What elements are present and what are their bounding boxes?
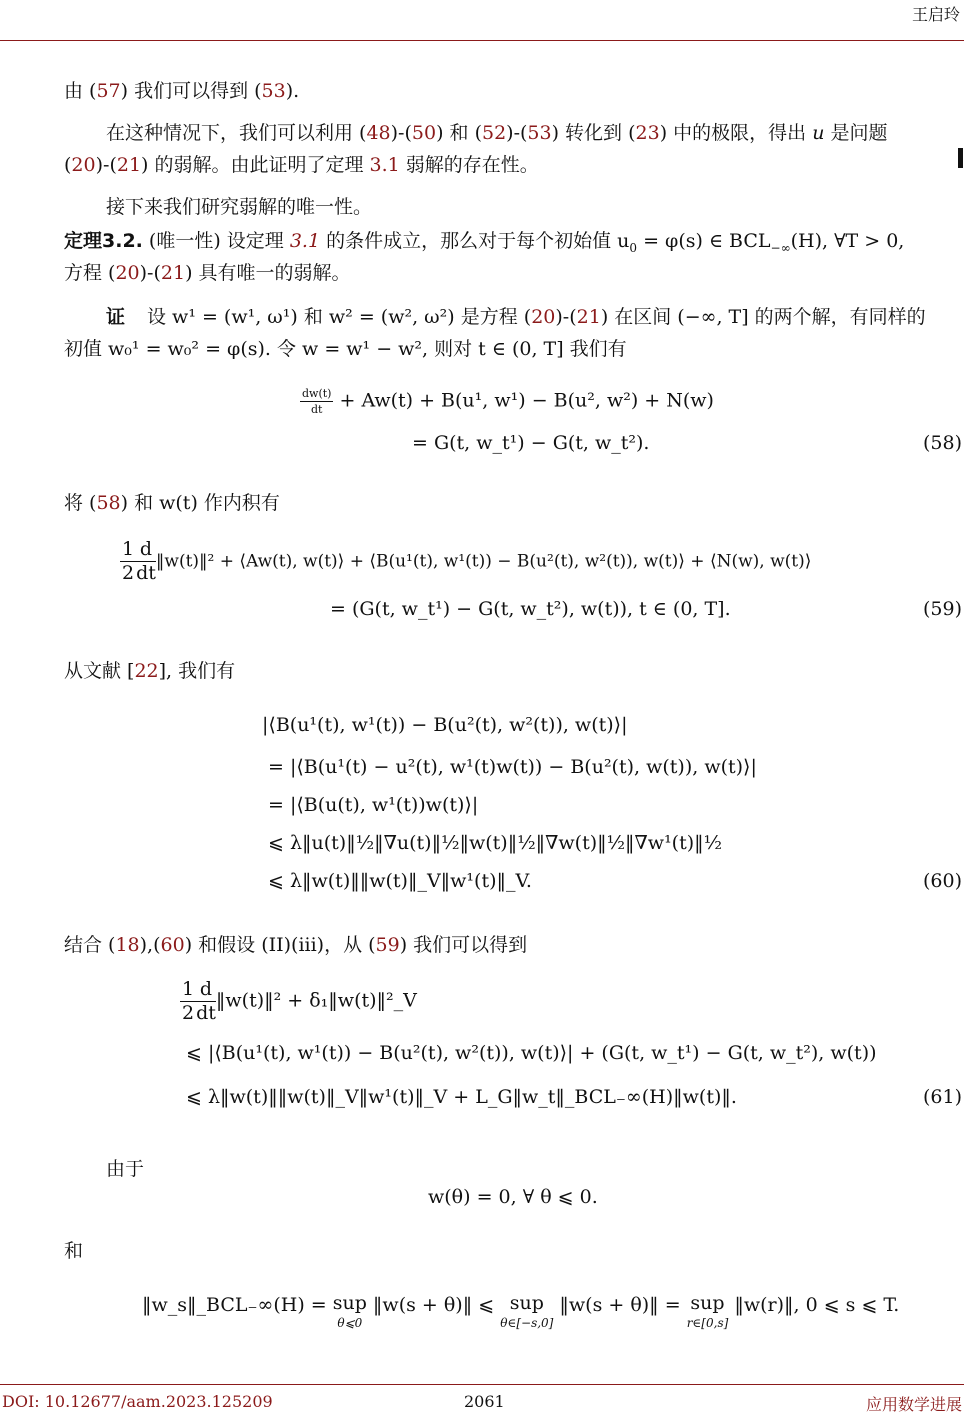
text: ) 中的极限，得出 [659,122,813,144]
equation-60-line-1: |⟨B(u¹(t), w¹(t)) − B(u²(t), w²(t)), w(t)⟩| [262,714,628,736]
eq-ref-52[interactable]: 52 [481,122,507,144]
text: 的条件成立，那么对于每个初始值 u [320,230,630,252]
text: ], 我们有 [158,660,236,682]
text: ‖w_s‖_BCL₋∞(H) = [142,1294,333,1316]
equation-60-line-2: = |⟨B(u¹(t) − u²(t), w¹(t)w(t)) − B(u²(t), w(t)), w(t)⟩| [268,756,757,778]
eq-ref-20c[interactable]: 20 [531,306,556,328]
equation-61-line-3: ⩽ λ‖w(t)‖‖w(t)‖_V‖w¹(t)‖_V + L_G‖w_t‖_BCL₋∞(H)‖w(t)‖. [186,1086,737,1108]
text: ) 和 ( [436,122,482,144]
footer-rule [0,1384,964,1385]
equation-59-line-2: = (G(t, w_t¹) − G(t, w_t²), w(t)), t ∈ (0, T]. [330,598,731,620]
equation-number-61: (61) [922,1086,962,1108]
text: ) 和假设 (II)(iii)，从 ( [184,934,376,956]
paragraph-2-line-1 [106,118,888,145]
footer-doi-link[interactable]: DOI: 10.12677/aam.2023.125209 [2,1392,273,1411]
text: ) 具有唯一的弱解。 [185,262,351,284]
paragraph-7: 由于 [106,1158,145,1180]
eq-ref-50[interactable]: 50 [411,122,437,144]
theorem-ref-3-1b[interactable]: 3.1 [289,230,321,252]
text: = φ(s) ∈ BCL [637,230,771,252]
equation-62: w(θ) = 0, ∀ θ ⩽ 0. [428,1186,598,1208]
proof-label: 证 [106,306,126,328]
paragraph-8: 和 [64,1240,84,1262]
fraction-dw-dt: $\frac{dw(t)}{dt}$ [302,387,332,416]
text: ) 转化到 ( [551,122,636,144]
eq-ref-57[interactable]: 57 [96,80,121,102]
text: ) 和 w(t) 作内积有 [120,492,280,514]
text: )-( [555,306,577,328]
text: ),( [139,934,161,956]
theorem-label: 定理3.2. [64,230,143,252]
sup-operator-3: sup r∈[0,s] [686,1292,729,1330]
text: )-( [390,122,412,144]
text: )-( [95,154,117,176]
text: 是问题 [824,122,888,144]
footer-journal-name[interactable]: 应用数学进展 [865,1395,962,1414]
text: ‖w(r)‖, 0 ⩽ s ⩽ T. [728,1294,900,1316]
text: (H), ∀T > 0, [790,230,905,252]
equation-61-line-1 [180,980,417,1023]
equation-number-58: (58) [922,432,962,454]
equation-number-60: (60) [922,870,962,892]
eq-ref-53[interactable]: 53 [261,80,286,102]
text: (唯一性) 设定理 [142,230,290,252]
math-var: u [812,122,825,144]
text: 由 ( [64,80,97,102]
paragraph-6 [64,930,527,957]
eq-ref-18[interactable]: 18 [115,934,140,956]
paragraph-3: 接下来我们研究弱解的唯一性。 [106,196,373,218]
text: 在这种情况下，我们可以利用 ( [106,122,367,144]
equation-59-line-1 [120,540,811,583]
text: ‖w(t)‖² + δ₁‖w(t)‖²_V [215,989,417,1012]
eq-ref-53b[interactable]: 53 [527,122,552,144]
fraction-half-b: $\frac{1}{2}$ [182,978,195,1024]
text: )-( [506,122,528,144]
paragraph-4 [64,488,280,515]
text: )-( [139,262,161,284]
eq-ref-60[interactable]: 60 [160,934,185,956]
eq-ref-48[interactable]: 48 [366,122,391,144]
text: 设 w¹ = (w¹, ω¹) 和 w² = (w², ω²) 是方程 ( [147,306,532,328]
text: ) 我们可以得到 ( [120,80,262,102]
equation-61-line-2: ⩽ |⟨B(u¹(t), w¹(t)) − B(u²(t), w²(t)), w(t)⟩| + (G(t, w_t¹) − G(t, w_t²), w(t)) [186,1042,877,1064]
sup-operator-1: sup θ⩽0 [332,1292,367,1330]
eq-ref-23[interactable]: 23 [635,122,660,144]
text: ‖w(s + θ)‖ = [553,1294,687,1316]
header-rule [0,40,964,41]
text: ). [285,80,300,102]
eq-ref-20b[interactable]: 20 [115,262,140,284]
eq-ref-58[interactable]: 58 [96,492,121,514]
equation-60-line-4: ⩽ λ‖u(t)‖½‖∇u(t)‖½‖w(t)‖½‖∇w(t)‖½‖∇w¹(t)‖½ [268,832,723,854]
sup-operator-2: sup θ∈[−s,0] [500,1292,554,1330]
proof-line-2: 初值 w₀¹ = w₀² = φ(s). 令 w = w¹ − w², 则对 t ∈ (0, T] 我们有 [64,338,627,360]
running-header-author: 王启玲 [911,5,960,24]
equation-58-line-1 [300,388,714,415]
text: 方程 ( [64,262,116,284]
text: ) 我们可以得到 [399,934,528,956]
text: 从文献 [ [64,660,135,682]
fraction-d-dt-b: $\frac{d}{dt}$ [196,978,216,1024]
equation-63 [142,1294,899,1329]
equation-60-line-5: ⩽ λ‖w(t)‖‖w(t)‖_V‖w¹(t)‖_V. [268,870,532,892]
equation-number-59: (59) [922,598,962,620]
eq-ref-21[interactable]: 21 [116,154,142,176]
text: + Aw(t) + B(u¹, w¹) − B(u², w²) + N(w) [333,389,714,412]
fraction-d-dt: $\frac{d}{dt}$ [136,538,156,584]
text: ) 在区间 (−∞, T] 的两个解，有同样的 [600,306,926,328]
eq-ref-20[interactable]: 20 [71,154,96,176]
text: 结合 ( [64,934,116,956]
text: ) 的弱解。由此证明了定理 [141,154,370,176]
proof-line-1 [106,302,926,329]
equation-60-line-3: = |⟨B(u(t), w¹(t))w(t)⟩| [268,794,479,816]
fraction-half: $\frac{1}{2}$ [122,538,135,584]
text: ( [64,154,72,176]
paragraph-1 [64,76,299,103]
text: 弱解的存在性。 [399,154,539,176]
citation-22[interactable]: 22 [134,660,159,682]
paragraph-2-line-2 [64,150,539,177]
text: ‖w(s + θ)‖ ⩽ [366,1294,501,1316]
text: 将 ( [64,492,97,514]
eq-ref-21b[interactable]: 21 [160,262,186,284]
theorem-3-2-line-1: 定理3.2. (唯一性) 设定理 3.1 的条件成立，那么对于每个初始值 $u_0 = \varphi(s)$ ∈ $BCL_{-\infty}(H)$, ∀T > 0, [64,230,905,255]
theorem-3-2-line-2 [64,258,351,285]
equation-58-line-2: = G(t, w_t¹) − G(t, w_t²). [412,432,650,454]
text: ‖w(t)‖² + ⟨Aw(t), w(t)⟩ + ⟨B(u¹(t), w¹(t)) − B(u²(t), w²(t)), w(t)⟩ + ⟨N(w), w(t)⟩ [155,551,812,572]
overfull-box-marker [958,148,963,168]
eq-ref-21c[interactable]: 21 [576,306,601,328]
paragraph-5 [64,656,235,683]
footer-page-number: 2061 [464,1392,505,1411]
eq-ref-59[interactable]: 59 [375,934,400,956]
theorem-ref-3-1[interactable]: 3.1 [369,154,400,176]
